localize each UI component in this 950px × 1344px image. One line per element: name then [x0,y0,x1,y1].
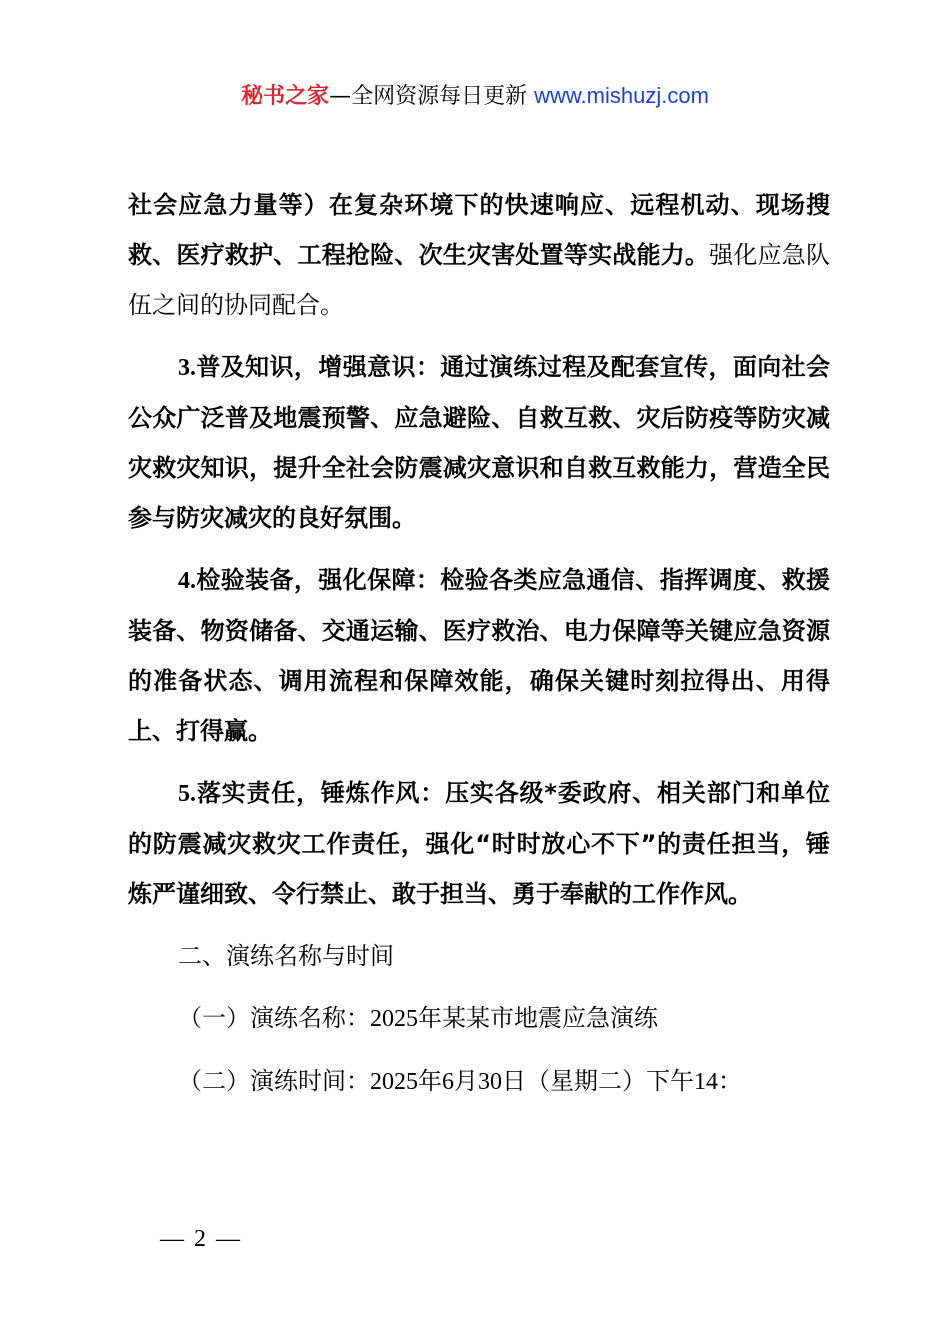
site-tagline: —全网资源每日更新 [329,84,528,109]
site-url-link[interactable]: www.mishuzj.com [534,83,709,108]
paragraph-normal-text: 强化应急队伍之间的协同配合。 [128,241,831,319]
paragraph-item-5 [128,768,830,919]
site-brand: 秘书之家 [241,84,330,109]
item-text: 落实责任，锤炼作风：压实各级*委政府、相关部门和单位的防震减灾救灾工作责任，强化“时时放心不下”的责任担当，锤炼严谨细致、令行禁止、敢于担当、勇于奉献的工作作风。 [128,779,830,908]
paragraph-item-4 [128,555,830,756]
page-number: — 2 — [160,1226,242,1252]
item-text: 检验装备，强化保障：检验各类应急通信、指挥调度、救援装备、物资储备、交通运输、医疗救治、电力保障等关键应急资源的准备状态、调用流程和保障效能，确保关键时刻拉得出、用得上、打得赢。 [128,566,830,745]
exercise-time-line [128,1056,830,1107]
site-banner [0,80,950,113]
exercise-name-value: 2025年某某市地震应急演练 [370,1006,658,1032]
exercise-name-line [128,993,830,1044]
section-heading: 二、演练名称与时间 [178,942,394,970]
exercise-time-label: （二）演练时间： [178,1067,370,1095]
item-text: 普及知识，增强意识：通过演练过程及配套宣传，面向社会公众广泛普及地震预警、应急避险、自救互救、灾后防疫等防灾减灾救灾知识，提升全社会防震减灾意识和自救互救能力，营造全民参与防灾减灾的良好氛围。 [128,353,830,532]
item-number: 5. [178,781,196,807]
exercise-name-label: （一）演练名称： [178,1004,370,1032]
exercise-time-value: 2025年6月30日（星期二）下午14： [370,1069,742,1095]
item-number: 3. [178,355,196,381]
item-number: 4. [178,568,196,594]
document-body [128,180,830,1119]
paragraph-item-3 [128,342,830,543]
paragraph-bold-text: 社会应急力量等）在复杂环境下的快速响应、远程机动、现场搜救、医疗救护、工程抢险、次生灾害处置等实战能力。 [128,191,830,269]
paragraph-continued [128,180,830,330]
